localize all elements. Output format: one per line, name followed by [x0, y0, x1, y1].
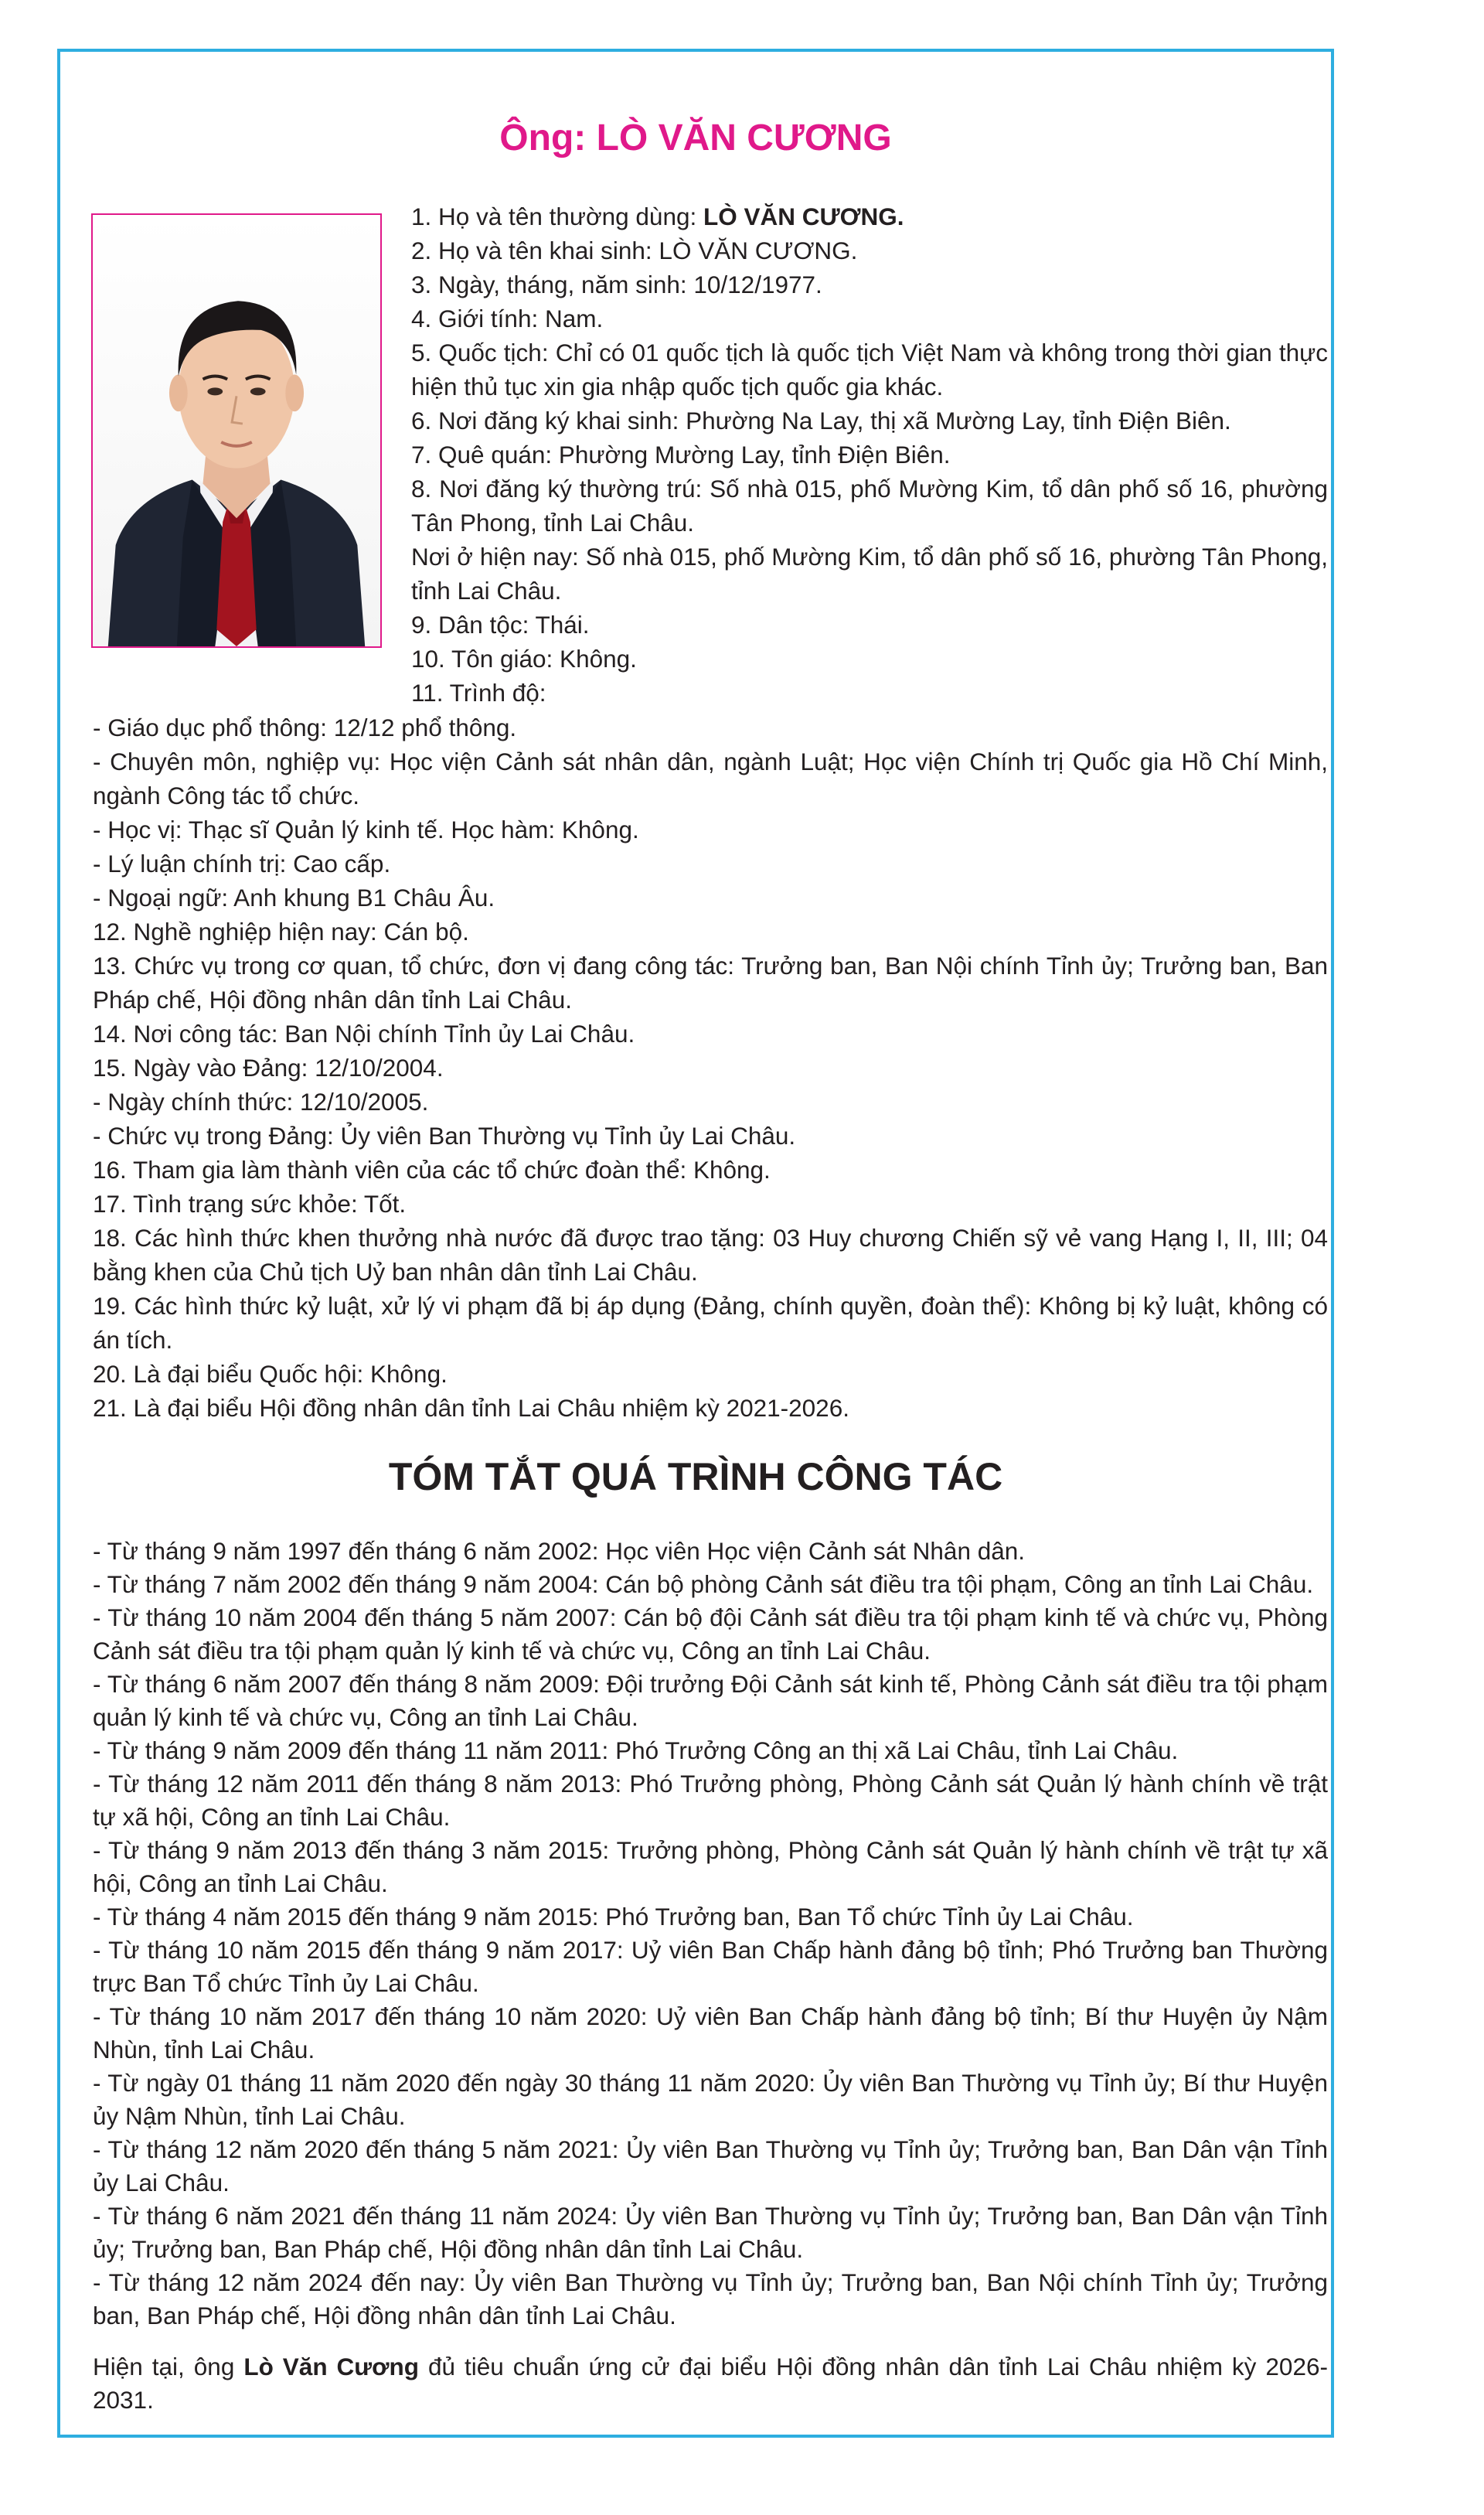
career-item: - Từ tháng 10 năm 2004 đến tháng 5 năm 2007: Cán bộ đội Cảnh sát điều tra tội phạm kinh tế và chức vụ, Phòng Cảnh sát điều tra tội phạm quản lý kinh tế và chức vụ, Công an tỉnh Lai Châu. [93, 1603, 1328, 1665]
info-item: 14. Nơi công tác: Ban Nội chính Tỉnh ủy Lai Châu. [93, 1020, 635, 1048]
career-item: - Từ tháng 4 năm 2015 đến tháng 9 năm 2015: Phó Trưởng ban, Ban Tổ chức Tỉnh ủy Lai Châu. [93, 1903, 1134, 1931]
info-item: - Lý luận chính trị: Cao cấp. [93, 850, 391, 878]
candidate-name: Lò Văn Cương [243, 2353, 419, 2380]
info-item: - Học vị: Thạc sĩ Quản lý kinh tế. Học hàm: Không. [93, 816, 639, 843]
info-item-hometown: 7. Quê quán: Phường Mường Lay, tỉnh Điện Biên. [411, 441, 951, 469]
full-name-value: LÒ VĂN CƯƠNG. [703, 203, 904, 230]
career-item: - Từ tháng 12 năm 2020 đến tháng 5 năm 2021: Ủy viên Ban Thường vụ Tỉnh ủy; Trưởng ban, Ban Dân vận Tỉnh ủy Lai Châu. [93, 2135, 1328, 2196]
career-item: - Từ tháng 10 năm 2015 đến tháng 9 năm 2017: Uỷ viên Ban Chấp hành đảng bộ tỉnh; Phó Trưởng ban Thường trực Ban Tổ chức Tỉnh ủy Lai Châu. [93, 1936, 1328, 1997]
info-item: 19. Các hình thức kỷ luật, xử lý vi phạm đã bị áp dụng (Đảng, chính quyền, đoàn thể): Không bị kỷ luật, không có án tích. [93, 1292, 1328, 1354]
info-item: 18. Các hình thức khen thưởng nhà nước đã được trao tặng: 03 Huy chương Chiến sỹ vẻ vang Hạng I, II, III; 04 bằng khen của Chủ tịch Uỷ ban nhân dân tỉnh Lai Châu. [93, 1224, 1328, 1286]
info-item: 21. Là đại biểu Hội đồng nhân dân tỉnh Lai Châu nhiệm kỳ 2021-2026. [93, 1394, 849, 1422]
info-item: 15. Ngày vào Đảng: 12/10/2004. [93, 1054, 444, 1082]
career-history-list [93, 1535, 1328, 2333]
info-item-birth-registration: 6. Nơi đăng ký khai sinh: Phường Na Lay, thị xã Mường Lay, tỉnh Điện Biên. [411, 407, 1231, 435]
info-item: - Giáo dục phổ thông: 12/12 phổ thông. [93, 714, 517, 741]
info-item: 20. Là đại biểu Quốc hội: Không. [93, 1360, 448, 1388]
career-item: - Từ tháng 6 năm 2021 đến tháng 11 năm 2024: Ủy viên Ban Thường vụ Tỉnh ủy; Trưởng ban, Ban Dân vận Tỉnh ủy; Trưởng ban, Ban Pháp chế, Hội đồng nhân dân tỉnh Lai Châu. [93, 2202, 1328, 2263]
career-item: - Từ tháng 10 năm 2017 đến tháng 10 năm 2020: Uỷ viên Ban Chấp hành đảng bộ tỉnh; Bí thư Huyện ủy Nậm Nhùn, tỉnh Lai Châu. [93, 2002, 1328, 2063]
info-item: 17. Tình trạng sức khỏe: Tốt. [93, 1190, 407, 1218]
info-item-ethnicity: 9. Dân tộc: Thái. [411, 611, 590, 639]
info-item-nationality: 5. Quốc tịch: Chỉ có 01 quốc tịch là quốc tịch Việt Nam và không trong thời gian thực hiện thủ tục xin gia nhập quốc tịch quốc gia khác. [411, 339, 1328, 400]
info-item-birth-date: 3. Ngày, tháng, năm sinh: 10/12/1977. [411, 271, 822, 298]
career-item: - Từ tháng 7 năm 2002 đến tháng 9 năm 2004: Cán bộ phòng Cảnh sát điều tra tội phạm, Công an tỉnh Lai Châu. [93, 1570, 1314, 1598]
conclusion-paragraph: Hiện tại, ông Lò Văn Cương đủ tiêu chuẩn ứng cử đại biểu Hội đồng nhân dân tỉnh Lai Châu nhiệm kỳ 2026-2031. [93, 2353, 1328, 2414]
page-title: Ông: LÒ VĂN CƯƠNG [499, 118, 892, 158]
career-item: - Từ ngày 01 tháng 11 năm 2020 đến ngày 30 tháng 11 năm 2020: Ủy viên Ban Thường vụ Tỉnh ủy; Bí thư Huyện ủy Nậm Nhùn, tỉnh Lai Châu. [93, 2069, 1328, 2130]
info-item: - Chức vụ trong Đảng: Ủy viên Ban Thường vụ Tỉnh ủy Lai Châu. [93, 1122, 796, 1150]
info-item: - Ngày chính thức: 12/10/2005. [93, 1088, 429, 1116]
info-item-permanent-residence: 8. Nơi đăng ký thường trú: Số nhà 015, phố Mường Kim, tổ dân phố số 16, phường Tân Phong, tỉnh Lai Châu. [411, 475, 1328, 537]
portrait-photo [91, 213, 382, 648]
info-item: 13. Chức vụ trong cơ quan, tổ chức, đơn vị đang công tác: Trưởng ban, Ban Nội chính Tỉnh ủy; Trưởng ban, Ban Pháp chế, Hội đồng nhân dân tỉnh Lai Châu. [93, 952, 1328, 1014]
qualification-info-list [93, 711, 1328, 1425]
info-item-religion: 10. Tôn giáo: Không. [411, 645, 637, 673]
career-section-title: TÓM TẮT QUÁ TRÌNH CÔNG TÁC [388, 1455, 1003, 1498]
career-item: - Từ tháng 9 năm 2013 đến tháng 3 năm 2015: Trưởng phòng, Phòng Cảnh sát Quản lý hành chính về trật tự xã hội, Công an tỉnh Lai Châu. [93, 1836, 1328, 1897]
info-item-full-name: 1. Họ và tên thường dùng: LÒ VĂN CƯƠNG. [411, 203, 904, 230]
career-item: - Từ tháng 9 năm 2009 đến tháng 11 năm 2011: Phó Trưởng Công an thị xã Lai Châu, tỉnh Lai Châu. [93, 1736, 1179, 1764]
info-item-birth-name: 2. Họ và tên khai sinh: LÒ VĂN CƯƠNG. [411, 237, 858, 264]
personal-info-list [411, 199, 1328, 710]
career-item: - Từ tháng 12 năm 2024 đến nay: Ủy viên Ban Thường vụ Tỉnh ủy; Trưởng ban, Ban Nội chính Tỉnh ủy; Trưởng ban, Ban Pháp chế, Hội đồng nhân dân tỉnh Lai Châu. [93, 2268, 1328, 2329]
info-item-gender: 4. Giới tính: Nam. [411, 305, 604, 332]
career-item: - Từ tháng 9 năm 1997 đến tháng 6 năm 2002: Học viên Học viện Cảnh sát Nhân dân. [93, 1537, 1026, 1565]
info-item: - Chuyên môn, nghiệp vụ: Học viện Cảnh sát nhân dân, ngành Luật; Học viện Chính trị Quốc gia Hồ Chí Minh, ngành Công tác tổ chức. [93, 748, 1328, 809]
career-item: - Từ tháng 6 năm 2007 đến tháng 8 năm 2009: Đội trưởng Đội Cảnh sát kinh tế, Phòng Cảnh sát điều tra tội phạm quản lý kinh tế và chức vụ, Công an tỉnh Lai Châu. [93, 1670, 1328, 1731]
career-item: - Từ tháng 12 năm 2011 đến tháng 8 năm 2013: Phó Trưởng phòng, Phòng Cảnh sát Quản lý hành chính về trật tự xã hội, Công an tỉnh Lai Châu. [93, 1770, 1328, 1831]
info-item-current-residence: Nơi ở hiện nay: Số nhà 015, phố Mường Kim, tổ dân phố số 16, phường Tân Phong, tỉnh Lai Châu. [411, 543, 1328, 605]
info-item: 16. Tham gia làm thành viên của các tổ chức đoàn thể: Không. [93, 1156, 771, 1184]
portrait-photo-icon [93, 215, 380, 646]
info-item-education-heading: 11. Trình độ: [411, 679, 546, 707]
info-item: 12. Nghề nghiệp hiện nay: Cán bộ. [93, 918, 469, 946]
info-item: - Ngoại ngữ: Anh khung B1 Châu Âu. [93, 884, 495, 912]
